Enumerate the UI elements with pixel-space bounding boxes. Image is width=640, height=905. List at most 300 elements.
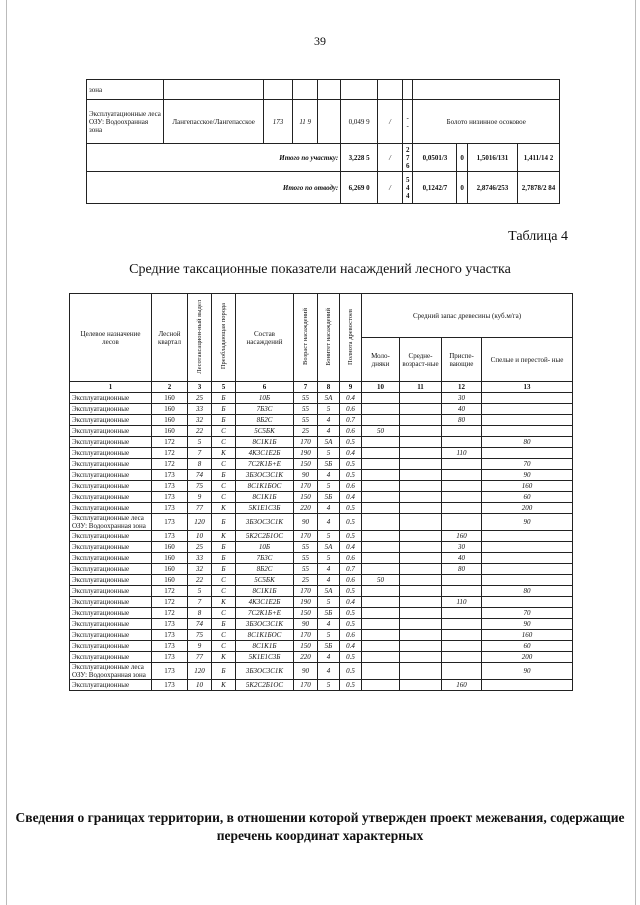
- composition-cell: 8С1К1Б: [236, 492, 294, 503]
- age-cell: 90: [294, 619, 318, 630]
- purpose-cell: Эксплуатационные леса ОЗУ: Водоохранная зона: [70, 663, 152, 680]
- middle-stock-cell: [400, 503, 442, 514]
- mature-stock-cell: [482, 542, 573, 553]
- quarter-cell: 173: [152, 630, 188, 641]
- maturing-stock-cell: 30: [442, 393, 482, 404]
- young-stock-cell: [362, 542, 400, 553]
- column-number: 11: [400, 382, 442, 393]
- table-row: [70, 619, 573, 630]
- species-cell: К: [212, 503, 236, 514]
- bonitet-cell: 4: [318, 426, 340, 437]
- density-cell: 0.5: [340, 619, 362, 630]
- header-mature: Спелые и перестой- ные: [482, 338, 573, 382]
- young-stock-cell: [362, 630, 400, 641]
- header-middle-aged: Средне-возраст-ные: [400, 338, 442, 382]
- mature-stock-cell: [482, 448, 573, 459]
- allotment-cell: 7: [188, 597, 212, 608]
- age-cell: 150: [294, 459, 318, 470]
- maturing-stock-cell: [442, 630, 482, 641]
- young-stock-cell: 50: [362, 426, 400, 437]
- purpose-cell: Эксплуатационные: [70, 393, 152, 404]
- purpose-cell: Эксплуатационные леса ОЗУ: Водоохранная зона: [70, 514, 152, 531]
- young-stock-cell: [362, 448, 400, 459]
- quarter-cell: 160: [152, 404, 188, 415]
- bonitet-cell: 5: [318, 404, 340, 415]
- middle-stock-cell: [400, 564, 442, 575]
- maturing-stock-cell: 110: [442, 448, 482, 459]
- allotment-cell: 9: [188, 641, 212, 652]
- age-cell: 190: [294, 448, 318, 459]
- young-stock-cell: [362, 514, 400, 531]
- purpose-cell: Эксплуатационные: [70, 481, 152, 492]
- bonitet-cell: 4: [318, 652, 340, 663]
- column-number: 8: [318, 382, 340, 393]
- age-cell: 170: [294, 586, 318, 597]
- purpose-cell: Эксплуатационные: [70, 619, 152, 630]
- composition-cell: 5К2С2Б1ОС: [236, 531, 294, 542]
- middle-stock-cell: [400, 437, 442, 448]
- table-row: [70, 470, 573, 481]
- middle-stock-cell: [400, 641, 442, 652]
- composition-cell: 7Б3С: [236, 404, 294, 415]
- quarter-cell: 172: [152, 459, 188, 470]
- mature-stock-cell: [482, 575, 573, 586]
- quarter-cell: 160: [152, 426, 188, 437]
- young-stock-cell: [362, 415, 400, 426]
- purpose-cell: Эксплуатационные: [70, 492, 152, 503]
- maturing-stock-cell: 110: [442, 597, 482, 608]
- young-stock-cell: [362, 652, 400, 663]
- maturing-stock-cell: [442, 481, 482, 492]
- age-cell: 150: [294, 608, 318, 619]
- composition-cell: 8С1К1Б: [236, 437, 294, 448]
- density-cell: 0.4: [340, 597, 362, 608]
- quarter-cell: 172: [152, 448, 188, 459]
- species-cell: К: [212, 531, 236, 542]
- age-cell: 55: [294, 553, 318, 564]
- quarter-cell: 160: [152, 393, 188, 404]
- species-cell: Б: [212, 553, 236, 564]
- allotment-cell: 9: [188, 492, 212, 503]
- middle-stock-cell: [400, 514, 442, 531]
- young-stock-cell: [362, 437, 400, 448]
- quarter-cell: 173: [152, 652, 188, 663]
- maturing-stock-cell: [442, 619, 482, 630]
- column-number: 1: [70, 382, 152, 393]
- purpose-cell: Эксплуатационные: [70, 470, 152, 481]
- quarter-cell: 172: [152, 586, 188, 597]
- mature-stock-cell: [482, 393, 573, 404]
- table-row: [70, 531, 573, 542]
- purpose-cell: Эксплуатационные: [70, 531, 152, 542]
- purpose-cell: Эксплуатационные: [70, 586, 152, 597]
- maturing-stock-cell: [442, 663, 482, 680]
- species-cell: Б: [212, 564, 236, 575]
- forest-taxation-table: [69, 293, 573, 691]
- bonitet-cell: 5: [318, 481, 340, 492]
- species-cell: К: [212, 680, 236, 691]
- middle-stock-cell: [400, 608, 442, 619]
- header-stock: Средний запас древесины (куб.м/га): [362, 294, 573, 338]
- allotment-cell: 25: [188, 542, 212, 553]
- density-cell: 0.5: [340, 586, 362, 597]
- column-number: 13: [482, 382, 573, 393]
- bonitet-cell: 4: [318, 514, 340, 531]
- species-cell: Б: [212, 542, 236, 553]
- young-stock-cell: [362, 492, 400, 503]
- middle-stock-cell: [400, 553, 442, 564]
- age-cell: 150: [294, 492, 318, 503]
- maturing-stock-cell: 40: [442, 553, 482, 564]
- quarter-cell: 173: [152, 531, 188, 542]
- age-cell: 90: [294, 514, 318, 531]
- density-cell: 0.5: [340, 680, 362, 691]
- maturing-stock-cell: [442, 470, 482, 481]
- allotment-cell: 8: [188, 608, 212, 619]
- table-row: [70, 503, 573, 514]
- maturing-stock-cell: [442, 459, 482, 470]
- density-cell: 0.6: [340, 575, 362, 586]
- value-cell: 11 9: [293, 100, 318, 144]
- maturing-stock-cell: [442, 437, 482, 448]
- bonitet-cell: 4: [318, 503, 340, 514]
- page-number: 39: [314, 34, 326, 48]
- composition-cell: 8Б2С: [236, 564, 294, 575]
- allotment-cell: 25: [188, 393, 212, 404]
- table-row: [70, 481, 573, 492]
- bonitet-cell: 5: [318, 531, 340, 542]
- header-age: Возраст насаждений: [301, 308, 309, 365]
- species-cell: К: [212, 597, 236, 608]
- mature-stock-cell: [482, 597, 573, 608]
- allotment-cell: 75: [188, 481, 212, 492]
- mature-stock-cell: 60: [482, 492, 573, 503]
- header-maturing: Приспе-вающие: [442, 338, 482, 382]
- table-row: [70, 393, 573, 404]
- composition-cell: 5С5БК: [236, 426, 294, 437]
- density-cell: 0.4: [340, 641, 362, 652]
- young-stock-cell: [362, 531, 400, 542]
- species-cell: С: [212, 459, 236, 470]
- page-edge: [635, 0, 636, 905]
- mature-stock-cell: [482, 426, 573, 437]
- density-cell: 0.4: [340, 448, 362, 459]
- mature-stock-cell: 70: [482, 608, 573, 619]
- middle-stock-cell: [400, 459, 442, 470]
- age-cell: 170: [294, 481, 318, 492]
- young-stock-cell: [362, 619, 400, 630]
- allotment-cell: 77: [188, 503, 212, 514]
- allotment-cell: 32: [188, 564, 212, 575]
- composition-cell: 8Б2С: [236, 415, 294, 426]
- composition-cell: 5С5БК: [236, 575, 294, 586]
- quarter-cell: 173: [152, 470, 188, 481]
- mature-stock-cell: [482, 404, 573, 415]
- age-cell: 55: [294, 393, 318, 404]
- young-stock-cell: [362, 663, 400, 680]
- allotment-cell: 22: [188, 575, 212, 586]
- purpose-cell: Эксплуатационные: [70, 437, 152, 448]
- young-stock-cell: [362, 641, 400, 652]
- table-row: [70, 586, 573, 597]
- age-cell: 170: [294, 630, 318, 641]
- allotment-cell: 8: [188, 459, 212, 470]
- density-cell: 0.5: [340, 514, 362, 531]
- bonitet-cell: 4: [318, 619, 340, 630]
- bonitet-cell: 5А: [318, 542, 340, 553]
- table-row: [70, 459, 573, 470]
- table-row: [70, 680, 573, 691]
- age-cell: 170: [294, 437, 318, 448]
- allotment-cell: 74: [188, 619, 212, 630]
- table-row: [70, 663, 573, 680]
- purpose-cell: Эксплуатационные: [70, 564, 152, 575]
- middle-stock-cell: [400, 393, 442, 404]
- composition-cell: 10Б: [236, 542, 294, 553]
- allotment-cell: 5: [188, 437, 212, 448]
- density-cell: 0.7: [340, 564, 362, 575]
- maturing-stock-cell: [442, 503, 482, 514]
- header-density: Полнота древостоев: [346, 308, 354, 365]
- species-cell: С: [212, 492, 236, 503]
- young-stock-cell: [362, 564, 400, 575]
- bonitet-cell: 5: [318, 630, 340, 641]
- age-cell: 150: [294, 641, 318, 652]
- maturing-stock-cell: 80: [442, 415, 482, 426]
- purpose-cell: Эксплуатационные: [70, 415, 152, 426]
- middle-stock-cell: [400, 575, 442, 586]
- header-purpose: Целевое назначение лесов: [70, 294, 152, 382]
- quarter-cell: 160: [152, 564, 188, 575]
- age-cell: 90: [294, 470, 318, 481]
- density-cell: 0.5: [340, 663, 362, 680]
- quarter-cell: 173: [152, 680, 188, 691]
- description-cell: Болото низинное осоковое: [413, 100, 560, 144]
- allotment-cell: 120: [188, 514, 212, 531]
- age-cell: 190: [294, 597, 318, 608]
- density-cell: 0.6: [340, 404, 362, 415]
- purpose-cell: Эксплуатационные леса ОЗУ: Водоохранная зона: [87, 100, 164, 144]
- table-row: [70, 564, 573, 575]
- young-stock-cell: [362, 608, 400, 619]
- table-row: [70, 608, 573, 619]
- quarter-cell: 160: [152, 575, 188, 586]
- species-cell: К: [212, 448, 236, 459]
- quarter-cell: 173: [152, 481, 188, 492]
- maturing-stock-cell: 30: [442, 542, 482, 553]
- purpose-cell: Эксплуатационные: [70, 404, 152, 415]
- column-number: 7: [294, 382, 318, 393]
- area-cell: 0,049 9: [341, 100, 378, 144]
- age-cell: 220: [294, 503, 318, 514]
- composition-cell: 8С1К1БОС: [236, 630, 294, 641]
- middle-stock-cell: [400, 663, 442, 680]
- plot-total-label: Итого по участку:: [87, 144, 341, 172]
- quarter-cell: 173: [152, 663, 188, 680]
- header-young: Моло-дняки: [362, 338, 400, 382]
- age-cell: 220: [294, 652, 318, 663]
- table-row: [70, 514, 573, 531]
- mature-stock-cell: 90: [482, 470, 573, 481]
- column-number-row: [70, 382, 573, 393]
- header-species: Преобладающая порода: [219, 303, 227, 370]
- quarter-cell: 173: [152, 514, 188, 531]
- mature-stock-cell: [482, 564, 573, 575]
- maturing-stock-cell: [442, 652, 482, 663]
- header-composition: Состав насаждений: [236, 294, 294, 382]
- density-cell: 0.5: [340, 437, 362, 448]
- table-caption: Таблица 4: [508, 229, 568, 244]
- table-row: [70, 542, 573, 553]
- table-row: [70, 641, 573, 652]
- allotment-cell: 33: [188, 553, 212, 564]
- species-cell: С: [212, 426, 236, 437]
- middle-stock-cell: [400, 652, 442, 663]
- species-cell: С: [212, 630, 236, 641]
- species-cell: Б: [212, 663, 236, 680]
- age-cell: 170: [294, 531, 318, 542]
- allotment-cell: 7: [188, 448, 212, 459]
- table-row: [70, 492, 573, 503]
- quarter-cell: 160: [152, 553, 188, 564]
- forestry-cell: Лангепасское/Лангепасское: [164, 100, 263, 144]
- header-quarter: Лесной квартал: [152, 294, 188, 382]
- table-row: [70, 448, 573, 459]
- zone-cell: зона: [87, 80, 164, 100]
- young-stock-cell: [362, 586, 400, 597]
- header-bonitet: Бонитет насаждений: [324, 307, 332, 366]
- middle-stock-cell: [400, 481, 442, 492]
- purpose-cell: Эксплуатационные: [70, 597, 152, 608]
- purpose-cell: Эксплуатационные: [70, 459, 152, 470]
- composition-cell: 3Б3ОС3С1К: [236, 663, 294, 680]
- table-row: [70, 652, 573, 663]
- age-cell: 55: [294, 564, 318, 575]
- allotment-cell: 77: [188, 652, 212, 663]
- age-cell: 55: [294, 404, 318, 415]
- mature-stock-cell: 160: [482, 630, 573, 641]
- quarter-cell: 172: [152, 437, 188, 448]
- density-cell: 0.5: [340, 531, 362, 542]
- composition-cell: 7С2К1Б+Е: [236, 459, 294, 470]
- density-cell: 0.6: [340, 630, 362, 641]
- young-stock-cell: 50: [362, 575, 400, 586]
- table-row: [70, 630, 573, 641]
- density-cell: 0.6: [340, 426, 362, 437]
- bonitet-cell: 5Б: [318, 459, 340, 470]
- mature-stock-cell: [482, 415, 573, 426]
- density-cell: 0.4: [340, 492, 362, 503]
- mature-stock-cell: 200: [482, 652, 573, 663]
- table-row: [70, 437, 573, 448]
- column-number: 6: [236, 382, 294, 393]
- composition-cell: 4К3С1Е2Б: [236, 448, 294, 459]
- species-cell: С: [212, 481, 236, 492]
- quarter-cell: 160: [152, 542, 188, 553]
- allotment-cell: 75: [188, 630, 212, 641]
- bonitet-cell: 5Б: [318, 608, 340, 619]
- table-row: [70, 597, 573, 608]
- middle-stock-cell: [400, 470, 442, 481]
- maturing-stock-cell: 160: [442, 680, 482, 691]
- maturing-stock-cell: [442, 586, 482, 597]
- maturing-stock-cell: [442, 492, 482, 503]
- composition-cell: 8С1К1Б: [236, 586, 294, 597]
- bonitet-cell: 5: [318, 553, 340, 564]
- bonitet-cell: 5А: [318, 586, 340, 597]
- middle-stock-cell: [400, 448, 442, 459]
- mature-stock-cell: 90: [482, 514, 573, 531]
- column-number: 2: [152, 382, 188, 393]
- quarter-cell: 160: [152, 415, 188, 426]
- bonitet-cell: 5А: [318, 393, 340, 404]
- composition-cell: 10Б: [236, 393, 294, 404]
- purpose-cell: Эксплуатационные: [70, 553, 152, 564]
- mature-stock-cell: 160: [482, 481, 573, 492]
- column-number: 5: [212, 382, 236, 393]
- quarter-cell: 173: [152, 641, 188, 652]
- bonitet-cell: 4: [318, 470, 340, 481]
- young-stock-cell: [362, 393, 400, 404]
- composition-cell: 8С1К1БОС: [236, 481, 294, 492]
- purpose-cell: Эксплуатационные: [70, 608, 152, 619]
- species-cell: Б: [212, 404, 236, 415]
- maturing-stock-cell: [442, 608, 482, 619]
- maturing-stock-cell: 40: [442, 404, 482, 415]
- allotment-cell: 32: [188, 415, 212, 426]
- quarter-cell: 173: [152, 503, 188, 514]
- middle-stock-cell: [400, 630, 442, 641]
- allotment-total-label: Итого по отводу:: [87, 172, 341, 204]
- section-heading: Сведения о границах территории, в отношении которой утвержден проект межевания, содержащие перечень координат характерных: [15, 810, 625, 843]
- composition-cell: 5К1Е1С3Б: [236, 652, 294, 663]
- maturing-stock-cell: 80: [442, 564, 482, 575]
- page-edge: [6, 0, 7, 905]
- mature-stock-cell: 90: [482, 663, 573, 680]
- table-title: Средние таксационные показатели насаждений лесного участка: [129, 262, 511, 277]
- mature-stock-cell: 80: [482, 586, 573, 597]
- middle-stock-cell: [400, 680, 442, 691]
- composition-cell: 8С1К1Б: [236, 641, 294, 652]
- bonitet-cell: 5: [318, 448, 340, 459]
- middle-stock-cell: [400, 492, 442, 503]
- mature-stock-cell: 90: [482, 619, 573, 630]
- previous-table-fragment: зона Эксплуатационные леса ОЗУ: Водоохранная зона Лангепасское/Лангепасское 173 11 9 0,049 9 / - - Болото низинное осоковое Итого по участку: 3,228 5 / 2 7 6 0,0501/3 0 1,5016/131 1,411/14 2 Итого по отводу: 6,269 0 / 5 4 4 0,1242/7 0 2,8746/253 2,7878/2 84: [86, 79, 560, 204]
- composition-cell: 3Б3ОС3С1К: [236, 619, 294, 630]
- purpose-cell: Эксплуатационные: [70, 641, 152, 652]
- species-cell: С: [212, 608, 236, 619]
- purpose-cell: Эксплуатационные: [70, 680, 152, 691]
- maturing-stock-cell: [442, 575, 482, 586]
- density-cell: 0.5: [340, 503, 362, 514]
- maturing-stock-cell: [442, 514, 482, 531]
- allotment-cell: 5: [188, 586, 212, 597]
- purpose-cell: Эксплуатационные: [70, 652, 152, 663]
- young-stock-cell: [362, 470, 400, 481]
- middle-stock-cell: [400, 404, 442, 415]
- density-cell: 0.5: [340, 470, 362, 481]
- composition-cell: 3Б3ОС3С1К: [236, 514, 294, 531]
- species-cell: С: [212, 575, 236, 586]
- young-stock-cell: [362, 503, 400, 514]
- allotment-cell: 22: [188, 426, 212, 437]
- middle-stock-cell: [400, 426, 442, 437]
- composition-cell: 7С2К1Б+Е: [236, 608, 294, 619]
- age-cell: 25: [294, 426, 318, 437]
- mature-stock-cell: 80: [482, 437, 573, 448]
- young-stock-cell: [362, 553, 400, 564]
- composition-cell: 4К3С1Е2Б: [236, 597, 294, 608]
